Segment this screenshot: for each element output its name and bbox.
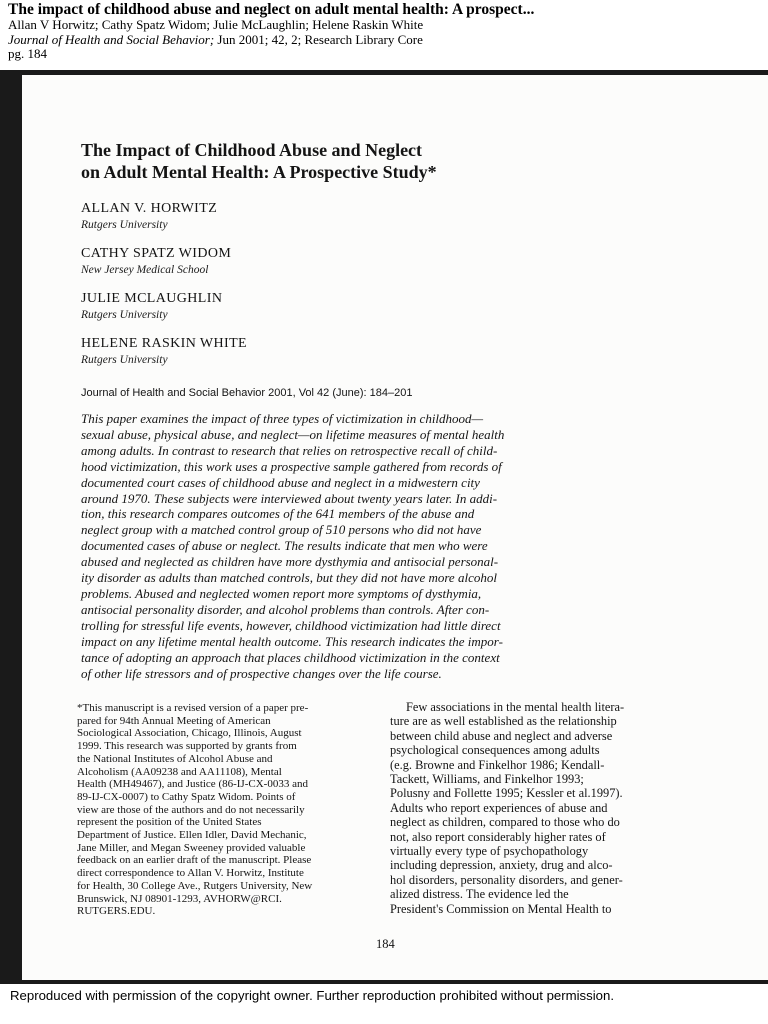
abstract <box>81 411 601 681</box>
footnote-line: Jane Miller, and Megan Sweeney provided valuable <box>77 841 306 854</box>
article-title-line: The Impact of Childhood Abuse and Neglect <box>81 140 423 160</box>
footnote-line: RUTGERS.EDU. <box>77 905 156 918</box>
body-line: psychological consequences among adults <box>390 743 600 758</box>
abstract-line: tion, this research compares outcomes of the 641 members of the abuse and <box>81 506 475 522</box>
abstract-line: problems. Abused and neglected women report more symptoms of dysthymia, <box>81 585 482 601</box>
scanned-page <box>22 75 768 980</box>
body-line: including depression, anxiety, drug and alco- <box>390 858 613 873</box>
body-line: Polusny and Follette 1995; Kessler et al.1997). <box>390 786 623 801</box>
abstract-line: trolling for stressful life events, however, childhood victimization had little direct <box>81 617 501 633</box>
page-number: 184 <box>376 937 395 951</box>
abstract-line: neglect group with a matched control group of 510 persons who did not have <box>81 522 482 538</box>
journal-citation: Journal of Health and Social Behavior 2001, Vol 42 (June): 184–201 <box>81 387 413 399</box>
body-line: alized distress. The evidence led the <box>390 887 569 902</box>
abstract-line: tance of adopting an approach that places childhood victimization in the context <box>81 649 500 665</box>
journal-issue: Jun 2001; 42, 2; Research Library Core <box>214 31 423 47</box>
body-line: Tackett, Williams, and Finkelhor 1993; <box>390 772 584 787</box>
author-affiliation: Rutgers University <box>81 219 168 231</box>
body-text-column <box>390 700 682 916</box>
footnote-line: Health (MH49467), and Justice (86-IJ-CX-0033 and <box>77 778 308 791</box>
abstract-line: documented cases of abuse or neglect. The results indicate that men who were <box>81 538 488 554</box>
footnote-line: Department of Justice. Ellen Idler, David Mechanic, <box>77 829 307 842</box>
abstract-line: impact on any lifetime mental health outcome. This research indicates the impor- <box>81 633 503 649</box>
abstract-line: among adults. In contrast to research that relies on retrospective recall of child- <box>81 442 498 458</box>
body-line: (e.g. Browne and Finkelhor 1986; Kendall- <box>390 757 605 772</box>
article-title-line: on Adult Mental Health: A Prospective Study* <box>81 162 437 182</box>
author-name: ALLAN V. HORWITZ <box>81 201 218 216</box>
copyright-notice: Reproduced with permission of the copyright owner. Further reproduction prohibited without permission. <box>10 988 615 1003</box>
footnote-line: *This manuscript is a revised version of a paper pre- <box>77 702 309 714</box>
abstract-line: abused and neglected as children have more dysthymia and antisocial personal- <box>81 554 499 570</box>
abstract-line: antisocial personality disorder, and alcohol problems than controls. After con- <box>81 601 490 617</box>
document-source <box>8 33 760 48</box>
article-title <box>81 139 437 183</box>
footnote-line: represent the position of the United States <box>77 816 262 829</box>
abstract-line: of other life stressors and of prospective changes over the life course. <box>81 665 442 681</box>
author-affiliation: Rutgers University <box>81 354 168 366</box>
footnote-line: 89-IJ-CX-0007) to Cathy Spatz Widom. Points of <box>77 790 296 803</box>
body-line: not, also report considerably higher rates of <box>390 829 606 844</box>
body-line: virtually every type of psychopathology <box>390 844 589 859</box>
footnote-line: Sociological Association, Chicago, Illinois, August <box>77 727 302 740</box>
body-line: Adults who report experiences of abuse and <box>390 800 608 815</box>
body-line: Few associations in the mental health litera- <box>406 700 625 714</box>
document-authors: Allan V Horwitz; Cathy Spatz Widom; Julie McLaughlin; Helene Raskin White <box>8 17 424 32</box>
abstract-line: hood victimization, this work uses a prospective sample gathered from records of <box>81 458 502 474</box>
body-line: hol disorders, personality disorders, and gener- <box>390 872 623 887</box>
footnote-line: view are those of the authors and do not necessarily <box>77 803 305 816</box>
journal-name: Journal of Health and Social Behavior; <box>8 31 215 47</box>
body-line: neglect as children, compared to those who do <box>390 815 620 830</box>
abstract-line: This paper examines the impact of three types of victimization in childhood— <box>81 411 484 426</box>
body-line: President's Commission on Mental Health to <box>390 901 612 916</box>
author-affiliation: Rutgers University <box>81 309 168 321</box>
document-title: The impact of childhood abuse and neglect on adult mental health: A prospect... <box>8 1 535 18</box>
author-name: HELENE RASKIN WHITE <box>81 336 247 351</box>
scan-frame <box>0 70 768 984</box>
footnote-line: for Health, 30 College Ave., Rutgers University, New <box>77 879 313 892</box>
footnote-line: direct correspondence to Allan V. Horwitz, Institute <box>77 867 304 880</box>
footnote-line: Brunswick, NJ 08901-1293, AVHORW@RCI. <box>77 892 282 905</box>
abstract-line: sexual abuse, physical abuse, and neglect—on lifetime measures of mental health <box>81 426 505 442</box>
body-line: between child abuse and neglect and adverse <box>390 728 613 743</box>
footnote-line: feedback on an earlier draft of the manuscript. Please <box>77 854 312 867</box>
footnote-line: pared for 94th Annual Meeting of American <box>77 714 271 727</box>
body-line: ture are as well established as the relationship <box>390 714 617 729</box>
footnote-line: Alcoholism (AA09238 and AA11108), Mental <box>77 765 282 778</box>
document-page-ref: pg. 184 <box>8 46 47 61</box>
document-header <box>8 1 760 62</box>
acknowledgment-footnote <box>77 702 382 918</box>
abstract-line: around 1970. These subjects were interviewed about twenty years later. In addi- <box>81 490 498 506</box>
abstract-line: ity disorder as adults than matched controls, but they did not have more alcohol <box>81 570 497 586</box>
author-affiliation: New Jersey Medical School <box>81 264 209 276</box>
author-name: CATHY SPATZ WIDOM <box>81 246 232 261</box>
abstract-line: documented court cases of childhood abuse and neglect in a midwestern city <box>81 474 480 490</box>
author-name: JULIE MCLAUGHLIN <box>81 291 223 306</box>
footnote-line: 1999. This research was supported by grants from <box>77 740 297 753</box>
footnote-line: the National Institutes of Alcohol Abuse and <box>77 752 273 765</box>
